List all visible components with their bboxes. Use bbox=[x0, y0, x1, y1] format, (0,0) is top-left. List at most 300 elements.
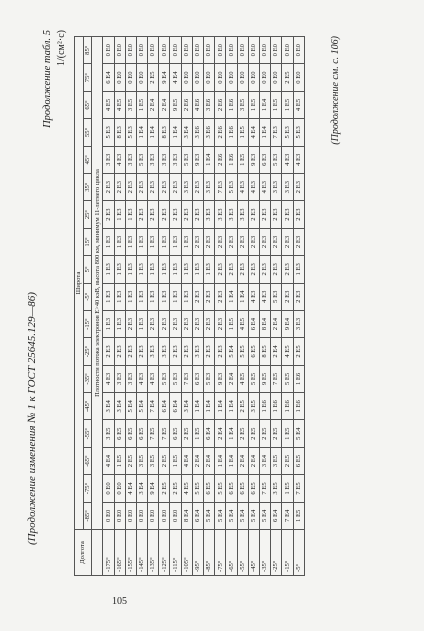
flux-cell: 8 E4 bbox=[181, 502, 192, 529]
flux-cell: 0 E0 bbox=[114, 37, 125, 64]
flux-cell: 2 E5 bbox=[271, 420, 282, 447]
flux-cell: 6 E3 bbox=[259, 146, 270, 173]
flux-cell: 1 E3 bbox=[114, 201, 125, 228]
flux-cell: 0 E0 bbox=[125, 64, 136, 91]
flux-cell: 9 E4 bbox=[148, 475, 159, 502]
latitude-column-header: 75° bbox=[83, 64, 92, 91]
flux-cell: 2 E3 bbox=[215, 228, 226, 255]
flux-cell: 2 E3 bbox=[103, 338, 114, 365]
flux-cell: 4 E6 bbox=[192, 91, 203, 118]
flux-cell: 2 E3 bbox=[293, 283, 304, 310]
flux-cell: 1 E3 bbox=[136, 256, 147, 283]
flux-cell: 4 E3 bbox=[282, 146, 293, 173]
flux-cell: 5 E4 bbox=[293, 420, 304, 447]
flux-cell: 1 E5 bbox=[282, 91, 293, 118]
flux-cell: 2 E3 bbox=[181, 338, 192, 365]
latitude-column-header: -55° bbox=[83, 420, 92, 447]
table-row bbox=[226, 37, 237, 576]
flux-cell: 1 E3 bbox=[293, 256, 304, 283]
flux-cell: 1 E4 bbox=[204, 146, 215, 173]
flux-cell: 3 E3 bbox=[215, 201, 226, 228]
flux-cell: 7 E5 bbox=[259, 475, 270, 502]
flux-cell: 7 E3 bbox=[181, 365, 192, 392]
latitude-column-header: 15° bbox=[83, 228, 92, 255]
flux-cell: 6 E4 bbox=[170, 393, 181, 420]
table-row bbox=[271, 37, 282, 576]
flux-cell: 1 E5 bbox=[248, 91, 259, 118]
flux-cell: 5 E3 bbox=[170, 365, 181, 392]
flux-cell: 2 E3 bbox=[237, 228, 248, 255]
flux-cell: 1 E5 bbox=[226, 310, 237, 337]
longitude-cell: -175° bbox=[103, 530, 114, 576]
flux-cell: 0 E0 bbox=[248, 64, 259, 91]
flux-cell: 0 E0 bbox=[159, 502, 170, 529]
flux-cell: 3 E3 bbox=[125, 146, 136, 173]
longitude-cell: -25° bbox=[271, 530, 282, 576]
flux-cell: 4 E5 bbox=[293, 91, 304, 118]
flux-cell: 1 E6 bbox=[259, 393, 270, 420]
flux-cell: 5 E4 bbox=[215, 502, 226, 529]
flux-cell: 5 E4 bbox=[259, 502, 270, 529]
flux-cell: 1 E3 bbox=[125, 283, 136, 310]
flux-cell: 2 E3 bbox=[293, 173, 304, 200]
flux-cell: 1 E4 bbox=[259, 119, 270, 146]
flux-cell: 2 E6 bbox=[215, 119, 226, 146]
flux-cell: 3 E3 bbox=[148, 338, 159, 365]
flux-cell: 0 E0 bbox=[114, 64, 125, 91]
flux-cell: 0 E0 bbox=[226, 37, 237, 64]
flux-cell: 2 E3 bbox=[159, 173, 170, 200]
longitude-cell: -155° bbox=[125, 530, 136, 576]
flux-cell: 3 E4 bbox=[136, 475, 147, 502]
flux-cell: 6 E5 bbox=[248, 338, 259, 365]
flux-cell: 2 E6 bbox=[181, 91, 192, 118]
flux-cell: 2 E6 bbox=[215, 146, 226, 173]
flux-cell: 2 E3 bbox=[170, 310, 181, 337]
flux-cell: 1 E6 bbox=[226, 119, 237, 146]
flux-cell: 6 E4 bbox=[204, 420, 215, 447]
flux-cell: 0 E0 bbox=[204, 37, 215, 64]
latitude-column-header: 65° bbox=[83, 91, 92, 118]
flux-cell: 3 E3 bbox=[204, 201, 215, 228]
flux-cell: 8 E5 bbox=[259, 338, 270, 365]
longitude-cell: -45° bbox=[248, 530, 259, 576]
longitude-cell: -135° bbox=[148, 530, 159, 576]
flux-cell: 2 E3 bbox=[136, 201, 147, 228]
flux-cell: 2 E5 bbox=[159, 475, 170, 502]
flux-cell: 2 E3 bbox=[103, 173, 114, 200]
flux-cell: 1 E3 bbox=[125, 256, 136, 283]
flux-cell: 3 E6 bbox=[204, 91, 215, 118]
flux-cell: 2 E5 bbox=[259, 420, 270, 447]
flux-cell: 1 E5 bbox=[237, 146, 248, 173]
flux-cell: 2 E3 bbox=[293, 201, 304, 228]
flux-cell: 3 E4 bbox=[181, 119, 192, 146]
flux-cell: 0 E0 bbox=[181, 37, 192, 64]
flux-cell: 2 E5 bbox=[237, 420, 248, 447]
flux-cell: 2 E4 bbox=[271, 310, 282, 337]
flux-cell: 2 E5 bbox=[148, 64, 159, 91]
flux-cell: 2 E5 bbox=[282, 447, 293, 474]
flux-cell: 6 E4 bbox=[192, 502, 203, 529]
flux-cell: 3 E3 bbox=[159, 146, 170, 173]
flux-cell: 2 E4 bbox=[148, 91, 159, 118]
flux-cell: 1 E3 bbox=[103, 283, 114, 310]
flux-cell: 3 E3 bbox=[125, 365, 136, 392]
flux-cell: 0 E0 bbox=[125, 502, 136, 529]
flux-cell: 0 E0 bbox=[192, 37, 203, 64]
flux-cell: 5 E5 bbox=[282, 365, 293, 392]
flux-cell: 6 E5 bbox=[237, 475, 248, 502]
flux-cell: 1 E3 bbox=[125, 228, 136, 255]
flux-cell: 1 E5 bbox=[237, 119, 248, 146]
flux-cell: 5 E4 bbox=[125, 393, 136, 420]
flux-cell: 4 E3 bbox=[237, 173, 248, 200]
table-row bbox=[136, 37, 147, 576]
flux-cell: 6 E5 bbox=[226, 475, 237, 502]
flux-cell: 4 E3 bbox=[248, 283, 259, 310]
flux-cell: 2 E3 bbox=[181, 310, 192, 337]
flux-cell: 2 E3 bbox=[148, 173, 159, 200]
table-row bbox=[204, 37, 215, 576]
table-row bbox=[181, 37, 192, 576]
flux-cell: 1 E3 bbox=[136, 283, 147, 310]
latitude-column-header: -35° bbox=[83, 365, 92, 392]
flux-cell: 0 E0 bbox=[148, 37, 159, 64]
flux-cell: 2 E3 bbox=[248, 228, 259, 255]
flux-cell: 1 E4 bbox=[226, 283, 237, 310]
flux-cell: 2 E4 bbox=[215, 420, 226, 447]
flux-cell: 3 E4 bbox=[181, 393, 192, 420]
flux-cell: 4 E3 bbox=[259, 283, 270, 310]
flux-cell: 2 E3 bbox=[259, 228, 270, 255]
flux-cell: 6 E3 bbox=[192, 365, 203, 392]
flux-cell: 5 E3 bbox=[271, 283, 282, 310]
flux-cell: 1 E3 bbox=[125, 201, 136, 228]
flux-cell: 2 E3 bbox=[192, 283, 203, 310]
flux-cell: 1 E4 bbox=[170, 119, 181, 146]
flux-cell: 3 E4 bbox=[259, 447, 270, 474]
flux-cell: 2 E3 bbox=[148, 201, 159, 228]
flux-cell: 1 E3 bbox=[114, 256, 125, 283]
flux-cell: 2 E5 bbox=[237, 393, 248, 420]
flux-cell: 4 E3 bbox=[293, 146, 304, 173]
table-row bbox=[148, 37, 159, 576]
flux-cell: 2 E3 bbox=[148, 310, 159, 337]
flux-cell: 9 E5 bbox=[259, 365, 270, 392]
flux-cell: 2 E3 bbox=[293, 228, 304, 255]
flux-cell: 5 E5 bbox=[248, 365, 259, 392]
flux-cell: 2 E3 bbox=[159, 201, 170, 228]
latitude-column-header: 85° bbox=[83, 37, 92, 64]
flux-cell: 5 E3 bbox=[226, 173, 237, 200]
flux-cell: 3 E5 bbox=[271, 447, 282, 474]
flux-cell: 6 E5 bbox=[248, 475, 259, 502]
flux-cell: 2 E4 bbox=[204, 447, 215, 474]
flux-cell: 0 E0 bbox=[215, 64, 226, 91]
table-continued-label: Продолжение табл. 5 bbox=[42, 30, 53, 128]
flux-cell: 3 E6 bbox=[204, 119, 215, 146]
flux-cell: 0 E0 bbox=[181, 64, 192, 91]
flux-cell: 1 E3 bbox=[170, 228, 181, 255]
flux-cell: 0 E0 bbox=[114, 475, 125, 502]
flux-cell: 1 E5 bbox=[271, 91, 282, 118]
flux-cell: 5 E5 bbox=[192, 475, 203, 502]
flux-cell: 2 E4 bbox=[192, 447, 203, 474]
flux-cell: 1 E6 bbox=[293, 393, 304, 420]
flux-cell: 1 E6 bbox=[226, 91, 237, 118]
flux-cell: 0 E0 bbox=[282, 37, 293, 64]
flux-cell: 1 E5 bbox=[114, 447, 125, 474]
longitude-cell: -5° bbox=[293, 530, 304, 576]
flux-cell: 3 E3 bbox=[204, 173, 215, 200]
flux-cell: 2 E3 bbox=[271, 228, 282, 255]
flux-cell: 2 E4 bbox=[271, 338, 282, 365]
flux-cell: 2 E3 bbox=[192, 228, 203, 255]
table-row bbox=[282, 37, 293, 576]
flux-cell: 2 E3 bbox=[282, 256, 293, 283]
flux-cell: 0 E0 bbox=[259, 37, 270, 64]
flux-cell: 2 E6 bbox=[215, 91, 226, 118]
flux-cell: 3 E3 bbox=[271, 173, 282, 200]
flux-cell: 4 E5 bbox=[282, 338, 293, 365]
flux-cell: 3 E3 bbox=[282, 173, 293, 200]
flux-cell: 1 E3 bbox=[159, 228, 170, 255]
flux-cell: 0 E0 bbox=[159, 37, 170, 64]
flux-cell: 2 E3 bbox=[125, 310, 136, 337]
flux-cell: 2 E4 bbox=[226, 365, 237, 392]
flux-cell: 0 E0 bbox=[103, 475, 114, 502]
flux-cell: 2 E5 bbox=[170, 475, 181, 502]
flux-cell: 5 E3 bbox=[293, 119, 304, 146]
flux-cell: 0 E0 bbox=[204, 64, 215, 91]
flux-cell: 3 E5 bbox=[148, 447, 159, 474]
flux-cell: 1 E4 bbox=[226, 447, 237, 474]
flux-cell: 2 E3 bbox=[282, 201, 293, 228]
flux-cell: 0 E0 bbox=[293, 64, 304, 91]
longitude-cell: -35° bbox=[259, 530, 270, 576]
flux-cell: 9 E3 bbox=[215, 365, 226, 392]
flux-cell: 5 E4 bbox=[237, 502, 248, 529]
table-row bbox=[259, 37, 270, 576]
flux-cell: 2 E3 bbox=[125, 338, 136, 365]
flux-cell: 2 E3 bbox=[181, 201, 192, 228]
flux-cell: 2 E5 bbox=[181, 420, 192, 447]
flux-cell: 1 E5 bbox=[192, 420, 203, 447]
flux-cell: 4 E5 bbox=[237, 365, 248, 392]
flux-cell: 1 E3 bbox=[148, 283, 159, 310]
flux-cell: 2 E5 bbox=[282, 64, 293, 91]
longitude-header: Долгота bbox=[75, 530, 92, 576]
flux-cell: 3 E5 bbox=[125, 91, 136, 118]
rotated-sheet bbox=[20, 30, 350, 590]
flux-cell: 3 E3 bbox=[192, 338, 203, 365]
flux-cell: 5 E3 bbox=[159, 365, 170, 392]
flux-cell: 2 E3 bbox=[215, 256, 226, 283]
flux-cell: 5 E3 bbox=[282, 119, 293, 146]
flux-cell: 0 E0 bbox=[136, 37, 147, 64]
flux-cell: 1 E3 bbox=[103, 228, 114, 255]
flux-cell: 1 E5 bbox=[293, 502, 304, 529]
flux-cell: 1 E3 bbox=[159, 283, 170, 310]
flux-cell: 2 E5 bbox=[293, 338, 304, 365]
flux-cell: 2 E5 bbox=[125, 447, 136, 474]
continued-footer: (Продолжение см. с. 106) bbox=[330, 36, 341, 145]
flux-cell: 9 E4 bbox=[282, 310, 293, 337]
flux-cell: 7 E5 bbox=[271, 365, 282, 392]
flux-cell: 7 E4 bbox=[282, 502, 293, 529]
flux-cell: 2 E3 bbox=[226, 228, 237, 255]
flux-cell: 7 E5 bbox=[159, 420, 170, 447]
flux-cell: 3 E3 bbox=[226, 201, 237, 228]
flux-cell: 9 E4 bbox=[159, 64, 170, 91]
flux-cell: 3 E3 bbox=[237, 201, 248, 228]
flux-cell: 2 E4 bbox=[237, 447, 248, 474]
flux-cell: 4 E3 bbox=[136, 365, 147, 392]
flux-cell: 1 E4 bbox=[226, 393, 237, 420]
flux-cell: 4 E3 bbox=[248, 173, 259, 200]
flux-cell: 2 E3 bbox=[192, 201, 203, 228]
latitude-column-header: -15° bbox=[83, 310, 92, 337]
flux-cell: 1 E6 bbox=[293, 365, 304, 392]
latitude-header: Широта bbox=[75, 37, 84, 530]
flux-cell: 7 E3 bbox=[271, 119, 282, 146]
flux-cell: 1 E5 bbox=[282, 420, 293, 447]
flux-cell: 4 E4 bbox=[170, 64, 181, 91]
table-row bbox=[103, 37, 114, 576]
flux-cell: 3 E4 bbox=[114, 393, 125, 420]
flux-cell: 5 E3 bbox=[204, 365, 215, 392]
longitude-cell: -145° bbox=[136, 530, 147, 576]
flux-cell: 1 E4 bbox=[215, 393, 226, 420]
flux-cell: 5 E5 bbox=[237, 338, 248, 365]
flux-cell: 5 E4 bbox=[248, 502, 259, 529]
flux-cell: 5 E3 bbox=[136, 146, 147, 173]
flux-cell: 1 E5 bbox=[136, 91, 147, 118]
flux-cell: 1 E3 bbox=[103, 256, 114, 283]
flux-cell: 8 E3 bbox=[114, 119, 125, 146]
flux-cell: 3 E4 bbox=[103, 393, 114, 420]
flux-cell: 1 E3 bbox=[136, 310, 147, 337]
longitude-cell: -95° bbox=[192, 530, 203, 576]
flux-cell: 1 E3 bbox=[148, 228, 159, 255]
flux-cell: 2 E3 bbox=[204, 338, 215, 365]
flux-cell: 6 E5 bbox=[170, 420, 181, 447]
longitude-cell: -85° bbox=[204, 530, 215, 576]
flux-cell: 4 E5 bbox=[103, 91, 114, 118]
flux-cell: 2 E3 bbox=[204, 310, 215, 337]
flux-cell: 1 E3 bbox=[114, 310, 125, 337]
longitude-cell: -75° bbox=[215, 530, 226, 576]
flux-cell: 7 E4 bbox=[148, 393, 159, 420]
flux-cell: 5 E3 bbox=[103, 119, 114, 146]
flux-cell: 2 E5 bbox=[159, 447, 170, 474]
flux-cell: 6 E5 bbox=[293, 447, 304, 474]
flux-cell: 2 E3 bbox=[204, 283, 215, 310]
table-row bbox=[114, 37, 125, 576]
flux-cell: 4 E4 bbox=[248, 119, 259, 146]
flux-cell: 2 E4 bbox=[248, 447, 259, 474]
flux-cell: 0 E0 bbox=[148, 502, 159, 529]
flux-cell: 1 E4 bbox=[226, 420, 237, 447]
latitude-column-header: -5° bbox=[83, 283, 92, 310]
flux-cell: 2 E3 bbox=[136, 173, 147, 200]
flux-cell: 4 E4 bbox=[103, 447, 114, 474]
longitude-cell: -55° bbox=[237, 530, 248, 576]
flux-cell: 2 E3 bbox=[170, 173, 181, 200]
flux-cell: 0 E0 bbox=[103, 502, 114, 529]
flux-cell: 4 E5 bbox=[181, 475, 192, 502]
flux-cell: 1 E6 bbox=[282, 393, 293, 420]
flux-cell: 5 E3 bbox=[271, 146, 282, 173]
flux-cell: 0 E0 bbox=[114, 502, 125, 529]
flux-cell: 4 E3 bbox=[148, 365, 159, 392]
latitude-column-header: 5° bbox=[83, 256, 92, 283]
flux-cell: 2 E3 bbox=[248, 256, 259, 283]
flux-cell: 2 E3 bbox=[136, 338, 147, 365]
flux-cell: 1 E4 bbox=[259, 91, 270, 118]
flux-cell: 2 E3 bbox=[103, 201, 114, 228]
flux-cell: 0 E0 bbox=[271, 64, 282, 91]
flux-cell: 4 E5 bbox=[237, 310, 248, 337]
flux-cell: 2 E3 bbox=[159, 310, 170, 337]
flux-cell: 8 E4 bbox=[259, 310, 270, 337]
table-body bbox=[92, 37, 305, 576]
flux-cell: 3 E3 bbox=[170, 146, 181, 173]
flux-cell: 2 E3 bbox=[215, 338, 226, 365]
flux-cell: 0 E0 bbox=[103, 37, 114, 64]
flux-cell: 3 E3 bbox=[148, 146, 159, 173]
flux-cell: 6 E4 bbox=[248, 310, 259, 337]
flux-cell: 0 E0 bbox=[237, 37, 248, 64]
flux-cell: 2 E3 bbox=[237, 256, 248, 283]
flux-cell: 2 E3 bbox=[259, 201, 270, 228]
latitude-column-header: 35° bbox=[83, 173, 92, 200]
flux-cell: 1 E3 bbox=[114, 283, 125, 310]
latitude-column-header: 25° bbox=[83, 201, 92, 228]
flux-cell: 0 E0 bbox=[226, 64, 237, 91]
table-note: Плотности потока электронов E>40 кэВ, высота 800 км, минимум 11-летнего цикла bbox=[92, 37, 103, 530]
flux-cell: 6 E5 bbox=[114, 420, 125, 447]
flux-cell: 3 E5 bbox=[237, 91, 248, 118]
flux-cell: 9 E3 bbox=[248, 146, 259, 173]
flux-cell: 4 E3 bbox=[103, 365, 114, 392]
table-row bbox=[170, 37, 181, 576]
flux-cell: 6 E4 bbox=[159, 393, 170, 420]
flux-cell: 9 E3 bbox=[192, 146, 203, 173]
flux-cell: 6 E5 bbox=[204, 475, 215, 502]
flux-cell: 5 E4 bbox=[226, 502, 237, 529]
longitude-cell: -165° bbox=[114, 530, 125, 576]
flux-cell: 2 E3 bbox=[271, 201, 282, 228]
latitude-column-header: -65° bbox=[83, 447, 92, 474]
latitude-columns-row bbox=[83, 37, 92, 576]
flux-cell: 2 E3 bbox=[114, 173, 125, 200]
longitude-cell: -115° bbox=[170, 530, 181, 576]
table-row bbox=[215, 37, 226, 576]
flux-cell: 0 E0 bbox=[170, 37, 181, 64]
flux-cell: 2 E3 bbox=[271, 256, 282, 283]
flux-cell: 0 E0 bbox=[192, 64, 203, 91]
latitude-column-header: -45° bbox=[83, 393, 92, 420]
flux-cell: 1 E4 bbox=[148, 119, 159, 146]
flux-cell: 1 E3 bbox=[204, 256, 215, 283]
table-row bbox=[159, 37, 170, 576]
flux-cell: 6 E4 bbox=[271, 502, 282, 529]
flux-cell: 2 E3 bbox=[282, 283, 293, 310]
flux-cell: 2 E3 bbox=[192, 310, 203, 337]
flux-cell: 3 E5 bbox=[136, 447, 147, 474]
